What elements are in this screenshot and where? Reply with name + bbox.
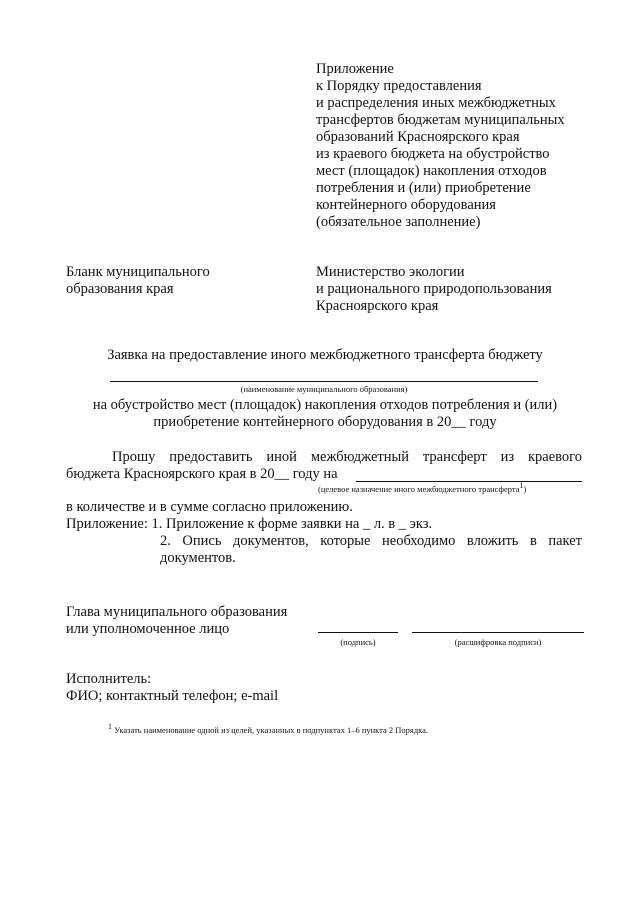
footnote	[108, 722, 429, 735]
request-line-2: бюджета Красноярского края в 20__ году на	[66, 466, 338, 482]
sender-line-1: Бланк муниципального	[66, 264, 210, 280]
sender-line-2: образования края	[66, 281, 174, 297]
signature-caption: (подпись)	[340, 637, 376, 647]
appendix-line-5: образований Красноярского края	[316, 129, 520, 145]
attachment-1: Приложение: 1. Приложение к форме заявки на _ л. в _ экз.	[66, 516, 433, 532]
appendix-line-1: Приложение	[316, 61, 394, 77]
signature-decode-caption: (расшифровка подписи)	[454, 637, 542, 647]
recipient-line-1: Министерство экологии	[316, 264, 465, 280]
head-title-line-2: или уполномоченное лицо	[66, 621, 230, 637]
municipality-name-blank[interactable]	[110, 381, 538, 382]
request-line-3: в количестве и в сумме согласно приложению.	[66, 499, 353, 515]
title-line-3: приобретение контейнерного оборудования в 20__ году	[153, 414, 497, 430]
head-title-line-1: Глава муниципального образования	[66, 604, 288, 620]
purpose-blank[interactable]	[356, 481, 582, 482]
attachment-2-cont: документов.	[160, 550, 236, 566]
appendix-line-6: из краевого бюджета на обустройство	[316, 146, 550, 162]
appendix-line-9: контейнерного оборудования	[316, 197, 496, 213]
signature-blank[interactable]	[318, 632, 398, 633]
appendix-line-3: и распределения иных межбюджетных	[316, 95, 556, 111]
appendix-line-7: мест (площадок) накопления отходов	[316, 163, 547, 179]
recipient-line-3: Красноярского края	[316, 298, 439, 314]
attachment-2: 2. Опись документов, которые необходимо вложить в пакет	[160, 533, 582, 549]
title-line-1: Заявка на предоставление иного межбюджетного трансферта бюджету	[107, 347, 543, 363]
municipality-caption: (наименование муниципального образования)	[240, 384, 408, 394]
appendix-line-4: трансфертов бюджетам муниципальных	[316, 112, 565, 128]
footnote-ref: 1	[519, 481, 524, 491]
purpose-caption: (целевое назначение иного межбюджетного трансферта$^1$)	[318, 481, 527, 494]
appendix-line-8: потребления и (или) приобретение	[316, 180, 531, 196]
title-line-2: на обустройство мест (площадок) накопления отходов потребления и (или)	[92, 397, 558, 413]
executor-label: Исполнитель:	[66, 671, 152, 687]
signature-decode-blank[interactable]	[412, 632, 584, 633]
request-line-1: Прошу предоставить иной межбюджетный трансферт из краевого	[112, 449, 582, 465]
appendix-line-10: (обязательное заполнение)	[316, 214, 481, 230]
appendix-line-2: к Порядку предоставления	[316, 78, 482, 94]
executor-contacts: ФИО; контактный телефон; e-mail	[66, 688, 279, 704]
footnote-text: Указать наименование одной из целей, указанных в подпунктах 1–6 пункта 2 Порядка.	[114, 725, 429, 735]
recipient-line-2: и рационального природопользования	[316, 281, 552, 297]
footnote-mark: 1	[108, 722, 112, 732]
